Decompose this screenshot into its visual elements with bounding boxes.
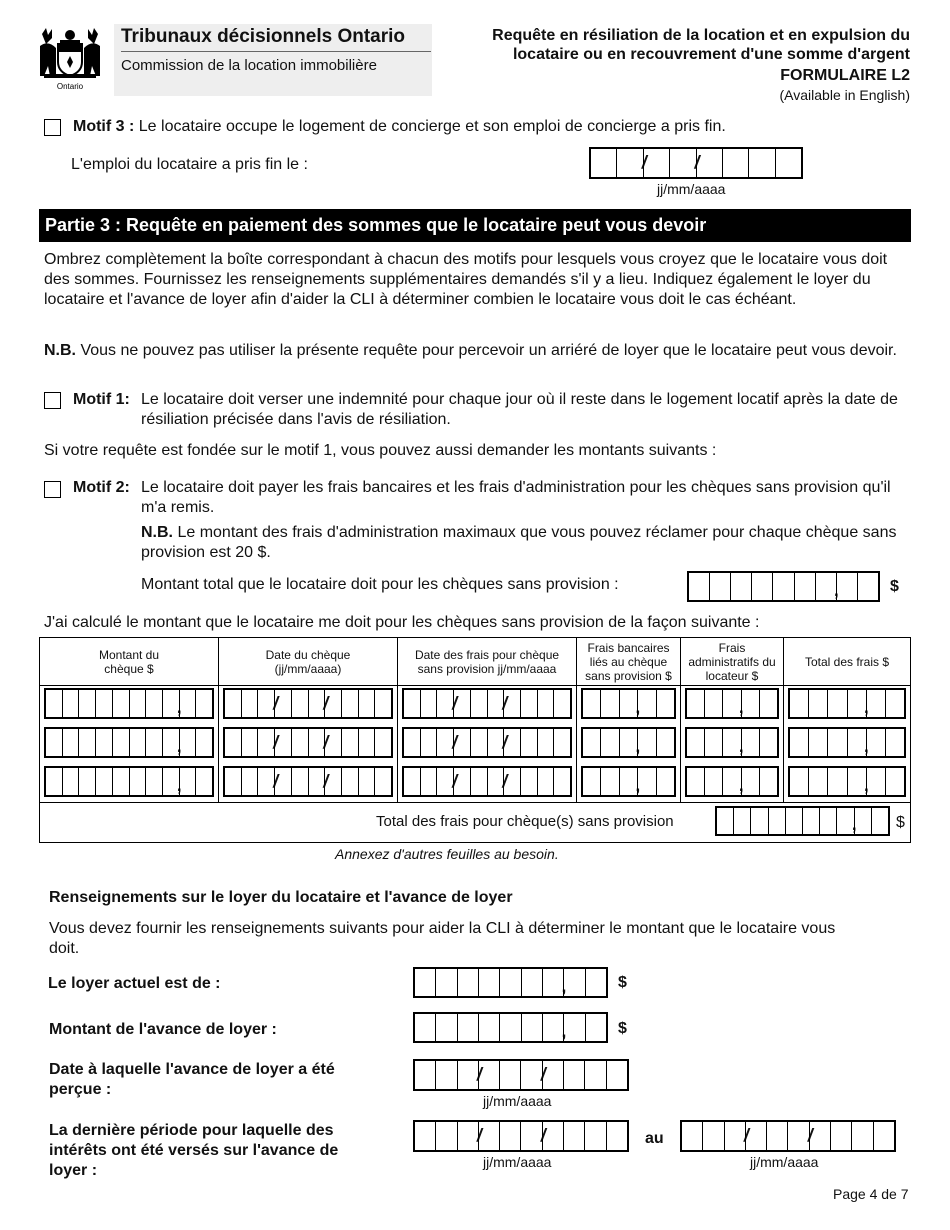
deposit-date-input[interactable]	[413, 1059, 629, 1091]
employment-end-date-format: jj/mm/aaaa	[657, 181, 726, 197]
calc-label: J'ai calculé le montant que le locataire me doit pour les chèques sans provision de la façon suivante :	[44, 614, 760, 631]
part3-nb-label: N.B.	[44, 342, 76, 359]
org-subtitle: Commission de la location immobilière	[121, 57, 377, 74]
ontario-coat-of-arms-logo	[36, 26, 104, 92]
available-in-english: (Available in English)	[779, 87, 910, 103]
document-title	[440, 26, 910, 64]
row2-total-fee-input[interactable]	[788, 727, 906, 758]
nsf-total-input[interactable]	[687, 571, 880, 602]
row3-cheque-amount-input[interactable]	[44, 766, 214, 797]
document-title-line1: Requête en résiliation de la location et en expulsion du	[492, 27, 910, 44]
row2-bank-fee-input[interactable]	[581, 727, 676, 758]
motif2-nb-label: N.B.	[141, 524, 173, 541]
motif2-text: Le locataire doit payer les frais bancaires et les frais d'administration pour les chèques sans provision qu'il m'a remis.	[141, 479, 891, 516]
motif3-label: Motif 3 :	[73, 118, 135, 135]
logo-caption: Ontario	[56, 82, 84, 91]
deposit-amount-input[interactable]	[413, 1012, 608, 1043]
org-divider	[121, 51, 431, 52]
employment-end-label: L'emploi du locataire a pris fin le :	[71, 156, 308, 173]
part3-nb	[44, 341, 908, 361]
row1-cheque-date-input[interactable]	[223, 688, 393, 719]
motif2-nb	[141, 523, 911, 563]
deposit-date-label: Date à laquelle l'avance de loyer a été perçue :	[49, 1061, 335, 1098]
current-rent-input[interactable]	[413, 967, 608, 998]
header-nsf-date: Date des frais pour chèque sans provision jj/mm/aaaa	[414, 648, 560, 676]
interest-period-label: La dernière période pour laquelle des intérêts ont été versés sur l'avance de loyer :	[49, 1122, 339, 1179]
nsf-fees-total-input[interactable]	[715, 806, 890, 836]
deposit-amount-currency: $	[618, 1020, 627, 1037]
motif3-row	[73, 117, 726, 137]
document-title-line2: locataire ou en recouvrement d'une somme d'argent	[512, 46, 910, 63]
motif2-label: Motif 2:	[73, 479, 130, 496]
row2-admin-fee-input[interactable]	[685, 727, 779, 758]
motif1-text: Le locataire doit verser une indemnité pour chaque jour où il reste dans le logement locatif après la date de résiliation précisée dans l'avis de résiliation.	[141, 391, 898, 428]
attach-sheets-note: Annexez d'autres feuilles au besoin.	[335, 846, 559, 862]
header-cheque-date: Date du chèque (jj/mm/aaaa)	[265, 648, 351, 676]
nsf-fees-total-label: Total des frais pour chèque(s) sans provision	[376, 813, 674, 830]
interest-period-start-format: jj/mm/aaaa	[483, 1154, 552, 1170]
deposit-amount-label: Montant de l'avance de loyer :	[49, 1021, 277, 1038]
motif1-followup: Si votre requête est fondée sur le motif 1, vous pouvez aussi demander les montants suivants :	[44, 442, 717, 459]
nsf-total-currency: $	[890, 578, 899, 595]
row2-cheque-amount-input[interactable]	[44, 727, 214, 758]
row2-cheque-date-input[interactable]	[223, 727, 393, 758]
row1-cheque-amount-input[interactable]	[44, 688, 214, 719]
header-admin-fees: Frais administratifs du locateur $	[688, 641, 776, 683]
part3-intro: Ombrez complètement la boîte correspondant à chacun des motifs pour lesquels vous croyez que le locataire vous doit des sommes. Fournissez les renseignements supplémentaires demandés s'il y a lieu. Indiquez également le loyer du locataire et l'avance de loyer afin d'aider la CLI à déterminer combien le locataire vous doit le cas échéant.	[44, 251, 888, 308]
page-number: Page 4 de 7	[833, 1186, 909, 1202]
part3-nb-text: Vous ne pouvez pas utiliser la présente requête pour percevoir un arriéré de loyer que le locataire peut vous devoir.	[80, 342, 897, 359]
row1-nsf-date-input[interactable]	[402, 688, 572, 719]
motif1-checkbox[interactable]	[44, 392, 61, 409]
motif3-text: Le locataire occupe le logement de concierge et son emploi de concierge a pris fin.	[138, 118, 726, 135]
row1-admin-fee-input[interactable]	[685, 688, 779, 719]
interest-period-to-label: au	[645, 1130, 664, 1147]
rent-info-intro: Vous devez fournir les renseignements suivants pour aider la CLI à déterminer le montant que le locataire vous doit.	[49, 920, 836, 957]
current-rent-label: Le loyer actuel est de :	[48, 975, 221, 992]
row3-admin-fee-input[interactable]	[685, 766, 779, 797]
header-cheque-amount: Montant du chèque $	[98, 648, 160, 676]
motif1-label: Motif 1:	[73, 391, 130, 408]
current-rent-currency: $	[618, 974, 627, 991]
interest-period-end-format: jj/mm/aaaa	[750, 1154, 819, 1170]
motif2-checkbox[interactable]	[44, 481, 61, 498]
interest-period-start-input[interactable]	[413, 1120, 629, 1152]
deposit-date-format: jj/mm/aaaa	[483, 1093, 552, 1109]
form-id: FORMULAIRE L2	[780, 67, 910, 84]
interest-period-end-input[interactable]	[680, 1120, 896, 1152]
motif3-checkbox[interactable]	[44, 119, 61, 136]
header-bank-fees: Frais bancaires liés au chèque sans provision $	[585, 641, 672, 683]
row3-nsf-date-input[interactable]	[402, 766, 572, 797]
row3-total-fee-input[interactable]	[788, 766, 906, 797]
rent-info-heading: Renseignements sur le loyer du locataire et l'avance de loyer	[49, 889, 513, 906]
row3-cheque-date-input[interactable]	[223, 766, 393, 797]
part3-banner: Partie 3 : Requête en paiement des sommes que le locataire peut vous devoir	[39, 209, 911, 242]
nsf-total-label: Montant total que le locataire doit pour les chèques sans provision :	[141, 576, 619, 593]
row2-nsf-date-input[interactable]	[402, 727, 572, 758]
row3-bank-fee-input[interactable]	[581, 766, 676, 797]
org-name: Tribunaux décisionnels Ontario	[121, 26, 405, 47]
motif2-nb-text: Le montant des frais d'administration maximaux que vous pouvez réclamer pour chaque chèque sans provision est 20 $.	[141, 524, 897, 561]
nsf-cheque-table	[39, 637, 911, 843]
employment-end-date-input[interactable]	[589, 147, 803, 179]
header-total-fees: Total des frais $	[804, 655, 890, 669]
row1-total-fee-input[interactable]	[788, 688, 906, 719]
row1-bank-fee-input[interactable]	[581, 688, 676, 719]
nsf-fees-total-currency: $	[896, 814, 905, 831]
